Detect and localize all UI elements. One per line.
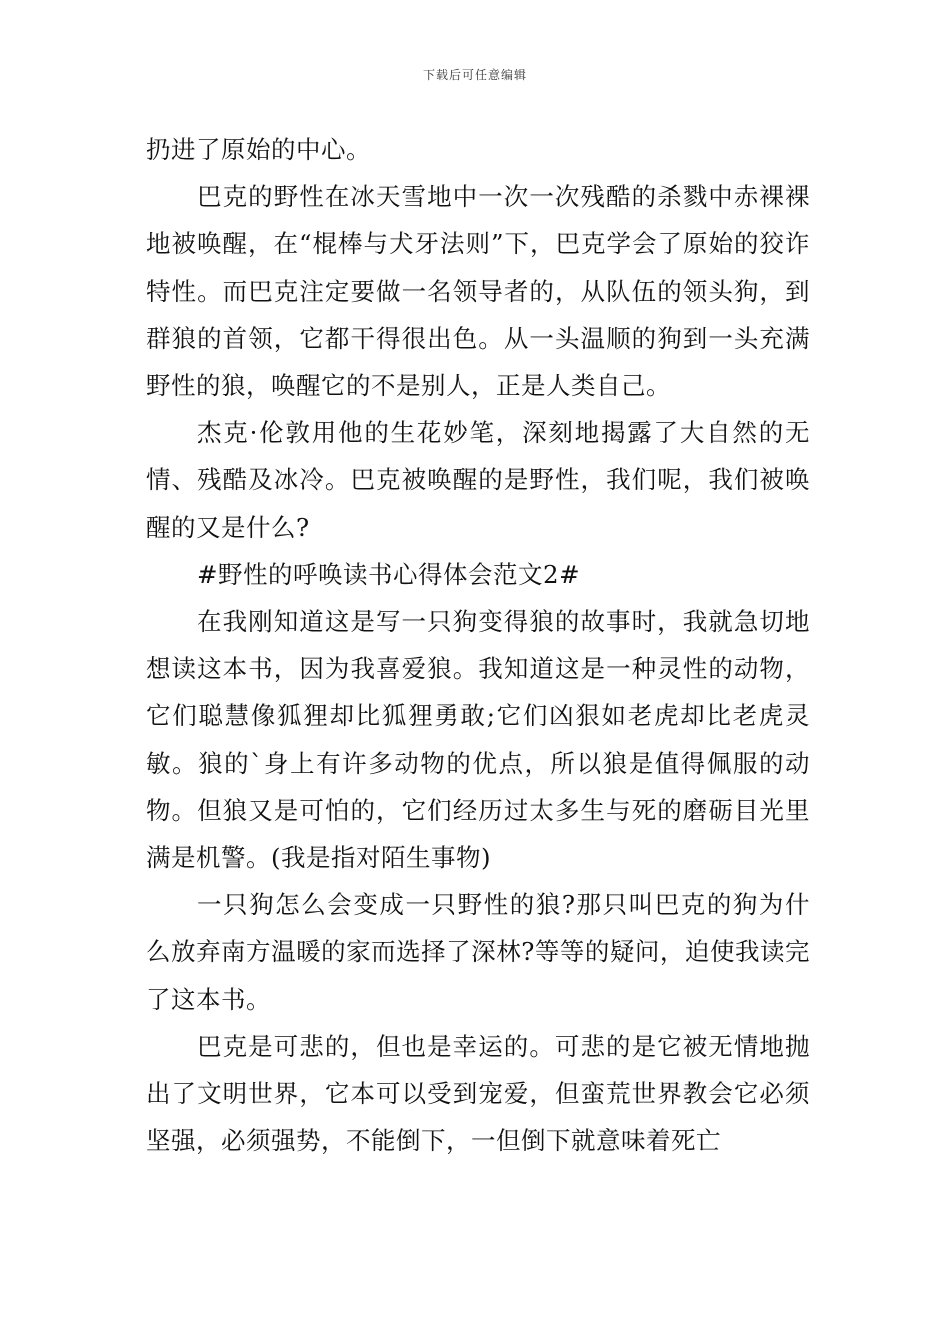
paragraph-2: 巴克的野性在冰天雪地中一次一次残酷的杀戮中赤裸裸地被唤醒，在“棍棒与犬牙法则”下，巴克学会了原始的狡诈特性。而巴克注定要做一名领导者的，从队伍的领头狗，到群狼的首领，它都干得很出色。从一头温顺的狗到一头充满野性的狼，唤醒它的不是别人，正是人类自己。 <box>146 182 810 401</box>
paragraph-6: 巴克是可悲的，但也是幸运的。可悲的是它被无情地抛出了文明世界，它本可以受到宠爱，但蛮荒世界教会它必须坚强，必须强势，不能倒下，一但倒下就意味着死亡 <box>146 1031 810 1156</box>
paragraph-1: 扔进了原始的中心。 <box>146 135 371 164</box>
paragraph-5: 一只狗怎么会变成一只野性的狼?那只叫巴克的狗为什么放弃南方温暖的家而选择了深林?等等的疑问，迫使我读完了这本书。 <box>146 890 810 1014</box>
document-body <box>146 126 810 1164</box>
paragraph-4: 在我刚知道这是写一只狗变得狼的故事时，我就急切地想读这本书，因为我喜爱狼。我知道这是一种灵性的动物，它们聪慧像狐狸却比狐狸勇敢;它们凶狠如老虎却比老虎灵敏。狼的`身上有许多动物的优点，所以狼是值得佩服的动物。但狼又是可怕的，它们经历过太多生与死的磨砺目光里满是机警。(我是指对陌生事物) <box>146 607 810 873</box>
page-header: 下载后可任意编辑 <box>422 68 527 82</box>
paragraph-3: 杰克·伦敦用他的生花妙笔，深刻地揭露了大自然的无情、残酷及冰冷。巴克被唤醒的是野性，我们呢，我们被唤醒的又是什么? <box>146 418 810 542</box>
section-heading: #野性的呼唤读书心得体会范文2# <box>197 559 581 589</box>
